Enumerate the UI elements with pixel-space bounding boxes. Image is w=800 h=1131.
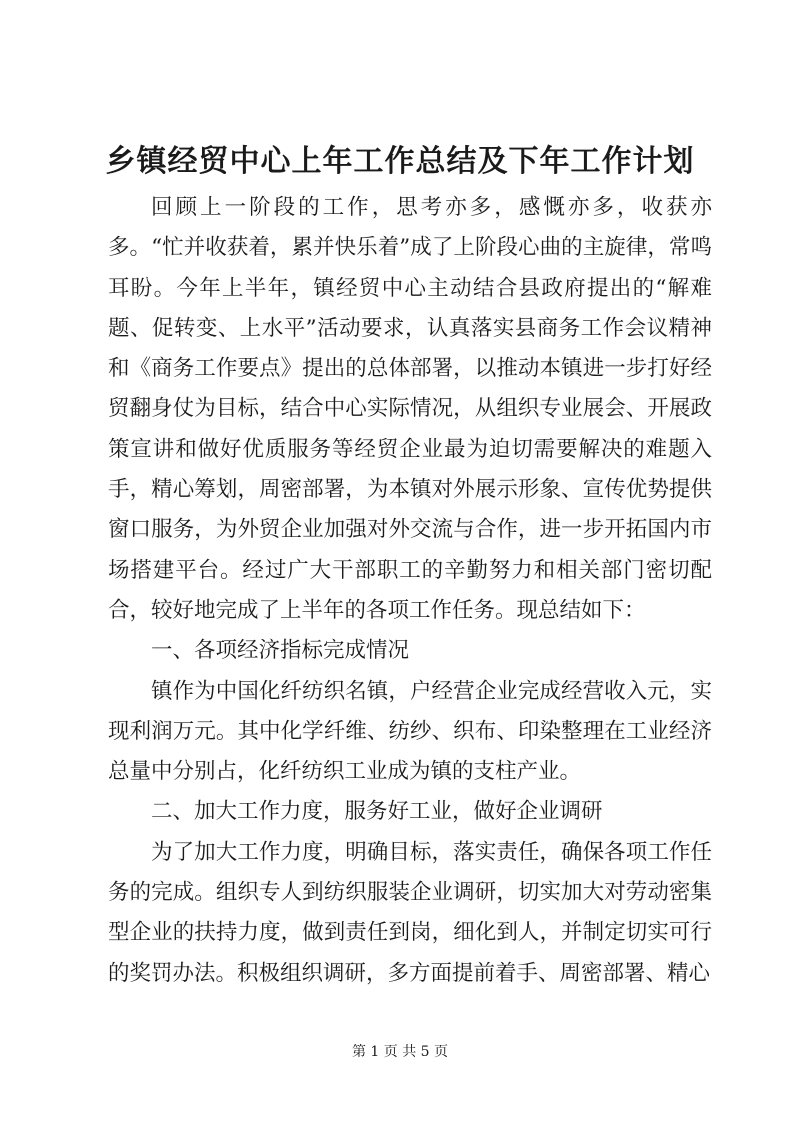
paragraph-work-effort: 为了加大工作力度，明确目标，落实责任，确保各项工作任务的完成。组织专人到纺织服装企业调研，切实加大对劳动密集型企业的扶持力度，做到责任到岗，细化到人，并制定切实可行的奖罚办法。积极组织调研，多方面提前着手、周密部署、精心 xyxy=(108,839,712,986)
document-title: 乡镇经贸中心上年工作总结及下年工作计划 xyxy=(105,144,695,179)
paragraph-intro: 回顾上一阶段的工作，思考亦多，感慨亦多，收获亦多。“忙并收获着，累并快乐着”成了上阶段心曲的主旋律，常鸣耳盼。今年上半年，镇经贸中心主动结合县政府提出的“解难题、促转变、上水平”活动要求，认真落实县商务工作会议精神和《商务工作要点》提出的总体部署，以推动本镇进一步打好经贸翻身仗为目标，结合中心实际情况，从组织专业展会、开展政策宣讲和做好优质服务等经贸企业最为迫切需要解决的难题入手，精心筹划，周密部署，为本镇对外展示形象、宣传优势提供窗口服务，为外贸企业加强对外交流与合作，进一步开拓国内市场搭建平台。经过广大干部职工的辛勤努力和相关部门密切配合，较好地完成了上半年的各项工作任务。现总结如下： xyxy=(108,195,712,623)
paragraph-economic-indicators: 镇作为中国化纤纺织名镇，户经营企业完成经营收入元，实现利润万元。其中化学纤维、纺纱、织布、印染整理在工业经济总量中分别占，化纤纺织工业成为镇的支柱产业。 xyxy=(108,678,712,785)
document-body xyxy=(108,188,712,994)
section-heading-1: 一、各项经济指标完成情况 xyxy=(151,638,410,664)
page-number-footer: 第 1 页 共 5 页 xyxy=(351,1044,449,1060)
section-heading-2: 二、加大工作力度，服务好工业，做好企业调研 xyxy=(151,799,603,825)
